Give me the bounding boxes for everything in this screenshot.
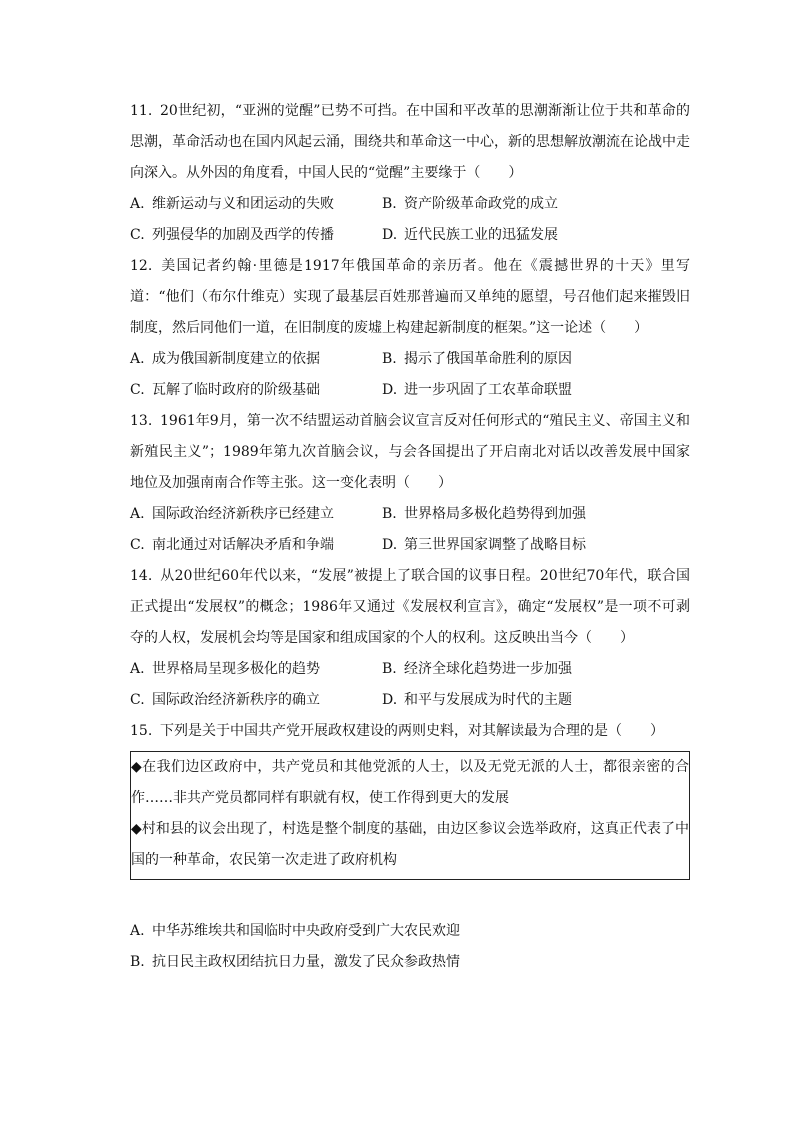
option-letter: B. bbox=[130, 954, 145, 970]
option-letter: B. bbox=[382, 506, 397, 522]
option-c[interactable] bbox=[130, 220, 382, 251]
option-letter: D. bbox=[382, 227, 398, 243]
option-text: 世界格局多极化趋势得到加强 bbox=[404, 506, 586, 522]
option-text: 进一步巩固了工农革命联盟 bbox=[404, 382, 572, 398]
option-text: 揭示了俄国革命胜利的原因 bbox=[404, 351, 572, 367]
exam-page bbox=[130, 96, 690, 978]
option-a[interactable] bbox=[130, 916, 690, 947]
option-b[interactable] bbox=[382, 499, 682, 530]
option-text: 经济全球化趋势进一步加强 bbox=[404, 661, 572, 677]
option-letter: A. bbox=[130, 351, 145, 367]
question-number: 11. bbox=[130, 103, 153, 119]
option-d[interactable] bbox=[382, 685, 682, 716]
option-d[interactable] bbox=[382, 220, 682, 251]
question-15 bbox=[130, 716, 690, 978]
option-letter: A. bbox=[130, 661, 145, 677]
option-a[interactable] bbox=[130, 189, 382, 220]
question-text: 下列是关于中国共产党开展政权建设的两则史料，对其解读最为合理的是（ ） bbox=[160, 723, 664, 739]
option-text: 维新运动与义和团运动的失败 bbox=[152, 196, 334, 212]
question-stem bbox=[130, 96, 690, 189]
question-11 bbox=[130, 96, 690, 251]
option-letter: A. bbox=[130, 506, 145, 522]
option-text: 国际政治经济新秩序的确立 bbox=[152, 692, 320, 708]
option-b[interactable] bbox=[382, 654, 682, 685]
option-letter: D. bbox=[382, 692, 398, 708]
option-letter: B. bbox=[382, 661, 397, 677]
option-c[interactable] bbox=[130, 685, 382, 716]
option-text: 资产阶级革命政党的成立 bbox=[404, 196, 558, 212]
option-text: 和平与发展成为时代的主题 bbox=[404, 692, 572, 708]
option-letter: B. bbox=[382, 351, 397, 367]
question-stem bbox=[130, 561, 690, 654]
option-grid bbox=[130, 654, 690, 716]
option-d[interactable] bbox=[382, 375, 682, 406]
option-text: 抗日民主政权团结抗日力量，激发了民众参政热情 bbox=[152, 954, 460, 970]
question-number: 14. bbox=[130, 568, 153, 584]
question-text: 美国记者约翰·里德是1917年俄国革命的亲历者。他在《震撼世界的十天》里写道：“他们（布尔什维克）实现了最基层百姓那普遍而又单纯的愿望，号召他们起来摧毁旧制度，然后同他们一道，在旧制度的废墟上构建起新制度的框架。”这一论述（ ） bbox=[130, 258, 690, 336]
option-a[interactable] bbox=[130, 654, 382, 685]
option-text: 中华苏维埃共和国临时中央政府受到广大农民欢迎 bbox=[152, 923, 460, 939]
source-material-1: ◆在我们边区政府中，共产党员和其他党派的人士，以及无党无派的人士，都很亲密的合作……非共产党员都同样有职就有权，使工作得到更大的发展 bbox=[131, 759, 689, 806]
question-stem bbox=[130, 406, 690, 499]
question-number: 13. bbox=[130, 413, 153, 429]
source-material-box bbox=[130, 751, 690, 880]
option-letter: C. bbox=[130, 382, 145, 398]
question-stem bbox=[130, 251, 690, 344]
question-text: 20世纪初，“亚洲的觉醒”已势不可挡。在中国和平改革的思潮渐渐让位于共和革命的思潮，革命活动也在国内风起云涌，围绕共和革命这一中心，新的思想解放潮流在论战中走向深入。从外因的角度看，中国人民的“觉醒”主要缘于（ ） bbox=[130, 103, 690, 181]
question-13 bbox=[130, 406, 690, 561]
option-c[interactable] bbox=[130, 375, 382, 406]
option-grid bbox=[130, 189, 690, 251]
option-b[interactable] bbox=[130, 947, 690, 978]
option-letter: D. bbox=[382, 537, 398, 553]
option-text: 近代民族工业的迅猛发展 bbox=[404, 227, 558, 243]
question-number: 15. bbox=[130, 723, 153, 739]
option-letter: C. bbox=[130, 692, 145, 708]
option-text: 国际政治经济新秩序已经建立 bbox=[152, 506, 334, 522]
option-d[interactable] bbox=[382, 530, 682, 561]
question-text: 从20世纪60年代以来，“发展”被提上了联合国的议事日程。20世纪70年代，联合国正式提出“发展权”的概念；1986年又通过《发展权利宣言》，确定“发展权”是一项不可剥夺的人权，发展机会均等是国家和组成国家的个人的权利。这反映出当今（ ） bbox=[130, 568, 690, 646]
option-letter: C. bbox=[130, 227, 145, 243]
option-letter: A. bbox=[130, 923, 145, 939]
option-text: 成为俄国新制度建立的依据 bbox=[152, 351, 320, 367]
option-letter: A. bbox=[130, 196, 145, 212]
option-b[interactable] bbox=[382, 189, 682, 220]
option-a[interactable] bbox=[130, 499, 382, 530]
source-material-2: ◆村和县的议会出现了，村选是整个制度的基础，由边区参议会选举政府，这真正代表了中国的一种革命，农民第一次走进了政府机构 bbox=[131, 821, 689, 868]
question-stem bbox=[130, 716, 690, 747]
option-text: 世界格局呈现多极化的趋势 bbox=[152, 661, 320, 677]
option-text: 列强侵华的加剧及西学的传播 bbox=[152, 227, 334, 243]
option-text: 瓦解了临时政府的阶级基础 bbox=[152, 382, 320, 398]
option-letter: C. bbox=[130, 537, 145, 553]
option-list bbox=[130, 916, 690, 978]
option-grid bbox=[130, 499, 690, 561]
option-text: 第三世界国家调整了战略目标 bbox=[404, 537, 586, 553]
option-b[interactable] bbox=[382, 344, 682, 375]
option-a[interactable] bbox=[130, 344, 382, 375]
question-text: 1961年9月，第一次不结盟运动首脑会议宣言反对任何形式的“殖民主义、帝国主义和新殖民主义”；1989年第九次首脑会议，与会各国提出了开启南北对话以改善发展中国家地位及加强南南合作等主张。这一变化表明（ ） bbox=[130, 413, 690, 491]
option-grid bbox=[130, 344, 690, 406]
question-12 bbox=[130, 251, 690, 406]
question-14 bbox=[130, 561, 690, 716]
question-number: 12. bbox=[130, 258, 153, 274]
option-c[interactable] bbox=[130, 530, 382, 561]
option-letter: B. bbox=[382, 196, 397, 212]
option-letter: D. bbox=[382, 382, 398, 398]
option-text: 南北通过对话解决矛盾和争端 bbox=[152, 537, 334, 553]
